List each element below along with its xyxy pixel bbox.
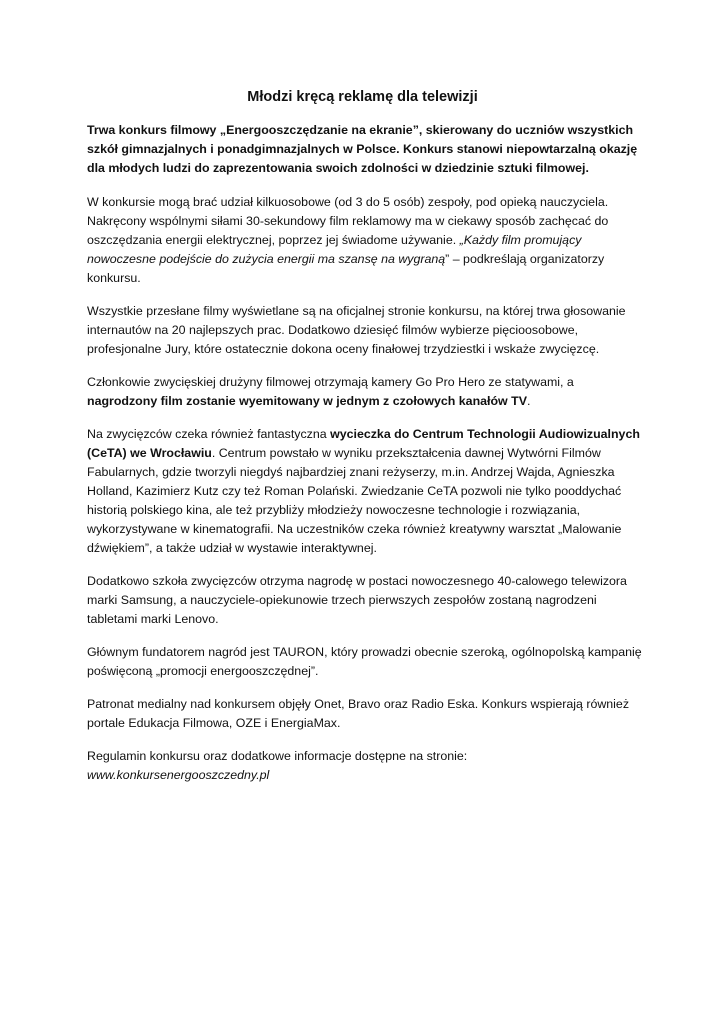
paragraph-trip-tail: . Centrum powstało w wyniku przekształcenia dawnej Wytwórni Filmów Fabularnych, gdzie tworzyli niegdyś najbardziej znani reżyserzy, m.in. Andrzej Wajda, Agnieszka Holland, Kazimierz Kutz czy też Roman Polański. Zwiedzanie CeTA pozwoli nie tylko pooddychać historią polskiego kina, ale też przybliży młodzieży nowoczesne technologie i rozwiązania, wykorzystywane w kinematografii. Na uczestników czeka również kreatywny warsztat „Malowanie dźwiękiem”, a także udział w wystawie interaktywnej. [87, 446, 622, 555]
ceta-trip-highlight: wycieczka do Centrum Technologii Audiowizualnych (CeTA) we Wrocławiu [87, 427, 640, 460]
paragraph-voting: Wszystkie przesłane filmy wyświetlane są na oficjalnej stronie konkursu, na której trwa głosowanie internautów na 20 najlepszych prac. Dodatkowo dziesięć filmów wybierze pięcioosobowe, profesjonalne Jury, które ostatecznie dokona oceny finałowej trzydziestki i wskaże zwycięzcę. [87, 304, 626, 356]
paragraph-trip-text: Na zwycięzców czeka również fantastyczna [87, 427, 331, 441]
paragraph-participants-tail: ” – podkreślają organizatorzy konkursu. [87, 252, 605, 285]
paragraph-trip [87, 425, 647, 558]
paragraph-prizes-team-text: Członkowie zwycięskiej drużyny filmowej otrzymają kamery Go Pro Hero ze statywami, a [87, 375, 574, 389]
paragraph-participants-text: W konkursie mogą brać udział kilkuosobowe (od 3 do 5 osób) zespoły, pod opieką nauczyciela. Nakręcony wspólnymi siłami 30-sekundowy film reklamowy ma w ciekawy sposób zachęcać do oszczędzania energii elektrycznej, poprzez jej świadome używanie. [87, 195, 609, 247]
document-body [87, 121, 647, 799]
organizers-quote: „Każdy film promujący nowoczesne podejście do zużycia energii ma szansę na wygraną [87, 233, 582, 266]
paragraph-school-prize: Dodatkowo szkoła zwycięzców otrzyma nagrodę w postaci nowoczesnego 40-calowego telewizora marki Samsung, a nauczyciele-opiekunowie trzech pierwszych zespołów zostaną nagrodzeni tabletami marki Lenovo. [87, 574, 627, 626]
tv-broadcast-highlight: nagrodzony film zostanie wyemitowany w jednym z czołowych kanałów TV [87, 394, 527, 408]
contest-website-link[interactable]: www.konkursenergooszczedny.pl [87, 768, 270, 782]
paragraph-rules-text: Regulamin konkursu oraz dodatkowe informacje dostępne na stronie: [87, 749, 468, 763]
paragraph-rules [87, 747, 647, 785]
paragraph-prizes-team [87, 373, 647, 411]
document-title: Młodzi kręcą reklamę dla telewizji [247, 89, 478, 105]
paragraph-participants [87, 193, 647, 288]
paragraph-sponsor: Głównym fundatorem nagród jest TAURON, który prowadzi obecnie szeroką, ogólnopolską kampanię poświęconą „promocji energooszczędnej”. [87, 645, 642, 678]
paragraph-prizes-team-tail: . [526, 394, 531, 408]
intro-paragraph: Trwa konkurs filmowy „Energooszczędzanie na ekranie”, skierowany do uczniów wszystkich szkół gimnazjalnych i ponadgimnazjalnych w Polsce. Konkurs stanowi niepowtarzalną okazję dla młodych ludzi do zaprezentowania swoich zdolności w dziedzinie sztuki filmowej. [87, 123, 638, 175]
paragraph-patrons: Patronat medialny nad konkursem objęły Onet, Bravo oraz Radio Eska. Konkurs wspierają również portale Edukacja Filmowa, OZE i EnergiaMax. [87, 697, 630, 730]
